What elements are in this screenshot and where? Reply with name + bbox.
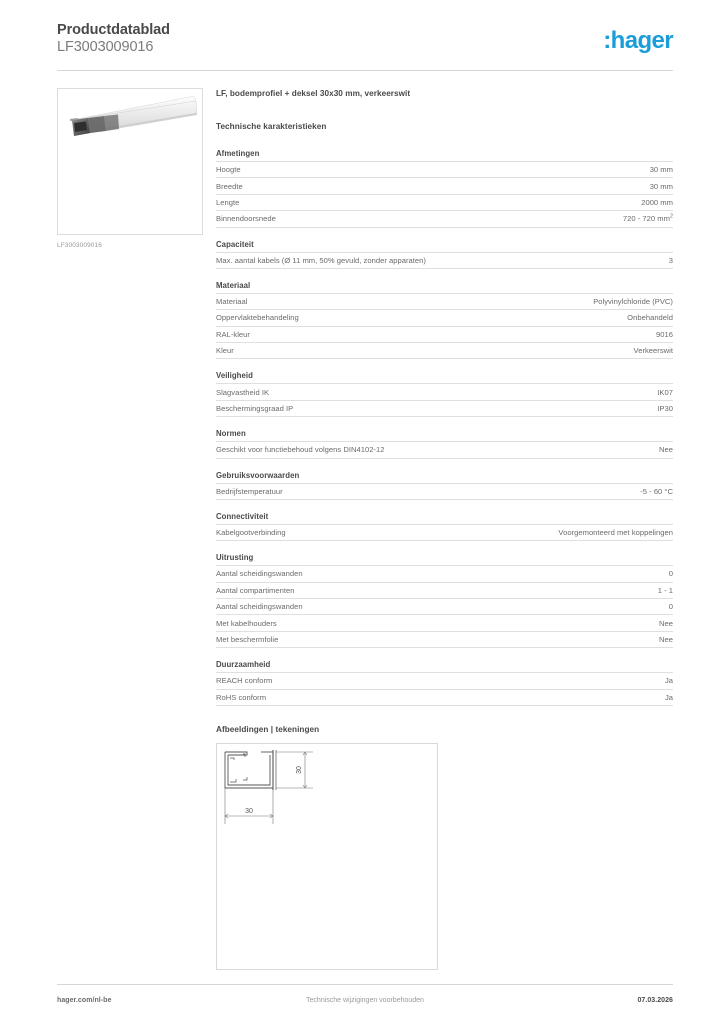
spec-label: RoHS conform <box>216 692 267 702</box>
table-row <box>216 343 673 359</box>
spec-value: -5 - 60 °C <box>640 486 673 496</box>
spec-label: Met kabelhouders <box>216 618 277 628</box>
spec-group <box>216 553 673 648</box>
spec-value: 0 <box>668 569 673 579</box>
spec-table <box>216 441 673 458</box>
spec-group <box>216 240 673 269</box>
spec-value: Nee <box>659 634 673 644</box>
drawings-heading: Afbeeldingen | tekeningen <box>216 724 320 734</box>
spec-group-title: Materiaal <box>216 280 251 290</box>
spec-value: Nee <box>659 618 673 628</box>
spec-label: Materiaal <box>216 297 248 307</box>
table-row <box>216 599 673 615</box>
page-title: Productdatablad <box>57 22 170 38</box>
spec-label: Binnendoorsnede <box>216 214 276 224</box>
table-row <box>216 442 673 458</box>
header-divider <box>57 70 673 71</box>
spec-table <box>216 383 673 417</box>
spec-label: Kleur <box>216 346 234 356</box>
table-row <box>216 326 673 342</box>
spec-group-title: Normen <box>216 429 246 439</box>
spec-group <box>216 512 673 541</box>
table-row <box>216 194 673 210</box>
specifications-column <box>216 88 673 970</box>
spec-label: Slagvastheid IK <box>216 387 270 397</box>
spec-value: 30 mm <box>649 181 673 191</box>
table-row <box>216 400 673 416</box>
spec-value: Nee <box>659 445 673 455</box>
spec-table <box>216 252 673 269</box>
spec-table <box>216 293 673 360</box>
spec-value: 9016 <box>656 329 673 339</box>
spec-table <box>216 672 673 706</box>
spec-group <box>216 660 673 706</box>
spec-group <box>216 429 673 458</box>
spec-value: 2000 mm <box>641 197 673 207</box>
footer-divider <box>57 984 673 985</box>
table-row <box>216 293 673 309</box>
product-name: LF, bodemprofiel + deksel 30x30 mm, verkeerswit <box>216 89 411 98</box>
hager-logo: :hager <box>603 27 673 54</box>
spec-group <box>216 149 673 228</box>
product-photo <box>57 88 203 235</box>
spec-table <box>216 161 673 228</box>
spec-value: Ja <box>664 676 673 686</box>
product-photo-caption: LF3003009016 <box>57 242 102 249</box>
spec-groups <box>216 149 673 706</box>
drawing-height-label: 30 <box>296 765 303 774</box>
spec-label: RAL-kleur <box>216 329 250 339</box>
spec-group <box>216 371 673 417</box>
spec-group-title: Veiligheid <box>216 371 253 381</box>
footer-website[interactable]: hager.com/nl-be <box>57 997 112 1004</box>
spec-value: 0 <box>668 602 673 612</box>
product-photo-trunking-profile <box>58 89 202 234</box>
table-row <box>216 483 673 499</box>
spec-value-text: 720 - 720 mm <box>622 214 670 224</box>
table-row <box>216 582 673 598</box>
spec-label: Aantal scheidingswanden <box>216 602 303 612</box>
spec-label: Oppervlaktebehandeling <box>216 313 299 323</box>
spec-group-title: Connectiviteit <box>216 511 269 521</box>
spec-label: Geschikt voor functiebehoud volgens DIN4102-12 <box>216 445 385 455</box>
spec-group-title: Uitrusting <box>216 553 254 563</box>
spec-label: Hoogte <box>216 165 241 175</box>
technical-characteristics-heading: Technische karakteristieken <box>216 122 327 131</box>
spec-value: Voorgemonteerd met koppelingen <box>558 528 673 538</box>
spec-group <box>216 281 673 360</box>
footer-disclaimer: Technische wijzigingen voorbehouden <box>306 997 424 1004</box>
spec-value: 1 - 1 <box>657 585 673 595</box>
spec-value <box>445 211 674 227</box>
spec-value: IP30 <box>657 403 673 413</box>
spec-label: Met beschermfolie <box>216 634 279 644</box>
spec-value: 30 mm <box>649 165 673 175</box>
footer-date: 07.03.2026 <box>637 997 673 1004</box>
spec-group-title: Duurzaamheid <box>216 660 271 670</box>
table-row <box>216 615 673 631</box>
spec-label: Max. aantal kabels (Ø 11 mm, 50% gevuld, zonder apparaten) <box>216 255 426 265</box>
table-row <box>216 384 673 400</box>
table-row <box>216 252 673 268</box>
spec-label: Lengte <box>216 197 240 207</box>
spec-value: Verkeerswit <box>633 346 673 356</box>
spec-table <box>216 524 673 541</box>
spec-value: Ja <box>664 692 673 702</box>
spec-value: Polyvinylchloride (PVC) <box>593 297 673 307</box>
product-reference: LF3003009016 <box>57 39 154 55</box>
table-row <box>216 310 673 326</box>
table-row <box>216 524 673 540</box>
table-row <box>216 178 673 194</box>
spec-label: Beschermingsgraad IP <box>216 403 294 413</box>
page-footer <box>57 997 673 1009</box>
spec-label: Bedrijfstemperatuur <box>216 486 283 496</box>
spec-value: Onbehandeld <box>627 313 673 323</box>
spec-value-superscript: 2 <box>669 213 673 220</box>
spec-label: Aantal compartimenten <box>216 585 295 595</box>
table-row <box>216 162 673 178</box>
spec-group <box>216 471 673 500</box>
technical-drawing-box <box>216 743 438 970</box>
drawing-width-label: 30 <box>245 807 253 815</box>
spec-table <box>216 565 673 648</box>
spec-table <box>216 483 673 500</box>
spec-group-title: Gebruiksvoorwaarden <box>216 470 300 480</box>
cross-section-technical-drawing <box>217 744 437 969</box>
spec-group-title: Afmetingen <box>216 149 260 158</box>
page-header <box>57 22 673 68</box>
spec-label: Kabelgootverbinding <box>216 528 286 538</box>
spec-label: REACH conform <box>216 676 273 686</box>
spec-label: Aantal scheidingswanden <box>216 569 303 579</box>
spec-value: 3 <box>668 255 673 265</box>
table-row <box>216 673 673 689</box>
table-row <box>216 631 673 647</box>
table-row <box>216 211 673 227</box>
spec-group-title: Capaciteit <box>216 239 254 249</box>
table-row <box>216 566 673 582</box>
spec-label: Breedte <box>216 181 243 191</box>
table-row <box>216 689 673 705</box>
spec-value: IK07 <box>657 387 673 397</box>
